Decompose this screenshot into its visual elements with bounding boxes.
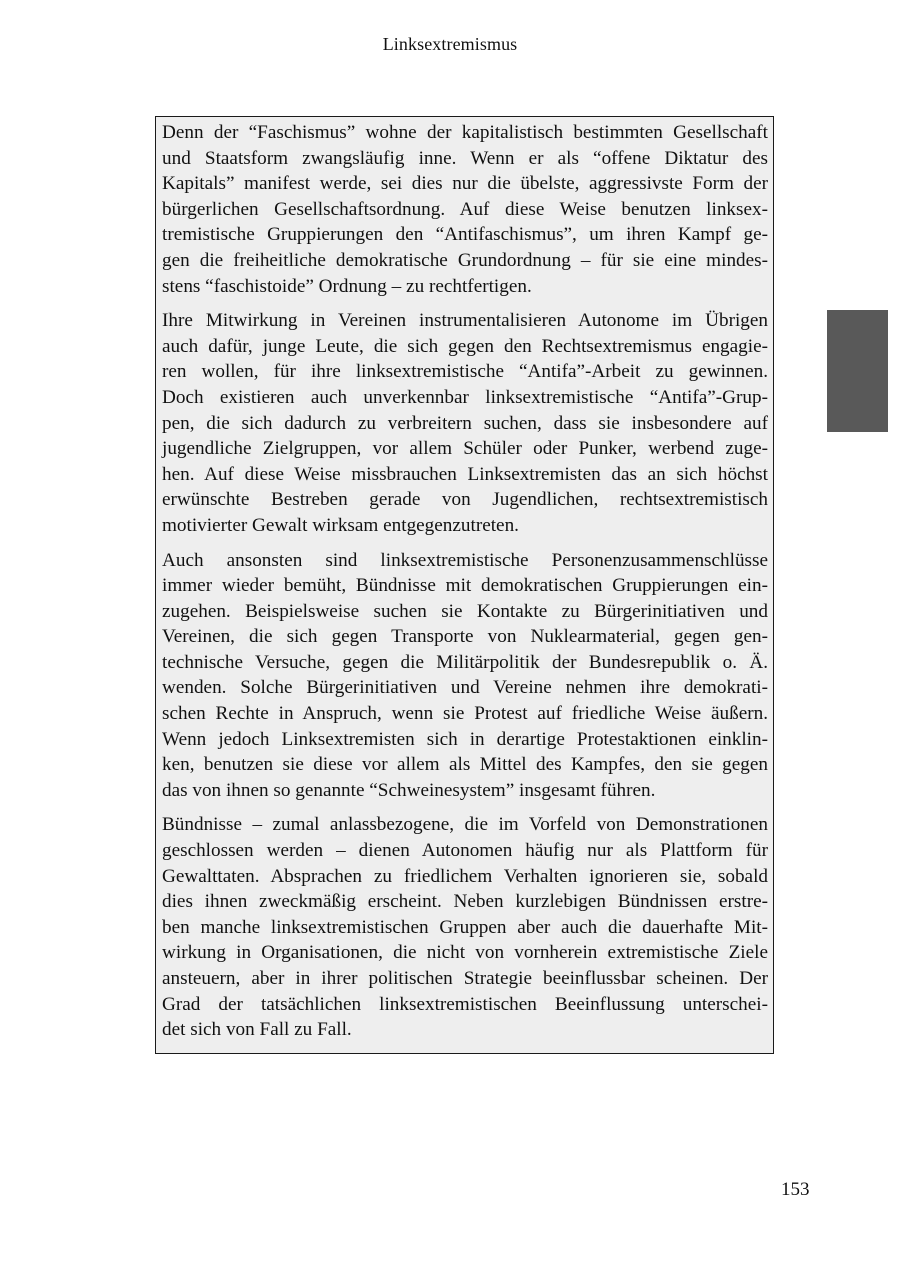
- text-line: zugehen. Beispielsweise suchen sie Kontakte zu Bürgerinitiativen und: [162, 600, 768, 622]
- text-line: Denn der “Faschismus” wohne der kapitalistisch bestimmten Gesellschaft: [162, 122, 768, 143]
- text-line: stens “faschistoide” Ordnung – zu rechtfertigen.: [162, 275, 532, 297]
- text-line: ben manche linksextremistischen Gruppen aber auch die dauerhafte Mit-: [162, 916, 768, 938]
- text-line: jugendliche Zielgruppen, vor allem Schüler oder Punker, werbend zuge-: [162, 438, 768, 460]
- running-head: Linksextremismus: [382, 34, 518, 54]
- text-line: bürgerlichen Gesellschaftsordnung. Auf diese Weise benutzen linksex-: [162, 198, 768, 220]
- text-line: ren wollen, für ihre linksextremistische “Antifa”-Arbeit zu gewinnen.: [162, 361, 768, 383]
- text-line: tremistische Gruppierungen den “Antifaschismus”, um ihren Kampf ge-: [162, 224, 768, 246]
- text-line: das von ihnen so genannte “Schweinesystem” insgesamt führen.: [162, 779, 656, 801]
- text-line: Ihre Mitwirkung in Vereinen instrumentalisieren Autonome im Übrigen: [162, 310, 768, 332]
- text-line: ken, benutzen sie diese vor allem als Mittel des Kampfes, den sie gegen: [162, 754, 768, 776]
- text-line: pen, die sich dadurch zu verbreitern suchen, dass sie insbesondere auf: [162, 412, 768, 434]
- text-line: Doch existieren auch unverkennbar linksextremistische “Antifa”-Grup-: [162, 386, 768, 408]
- paragraph: [162, 120, 768, 299]
- text-line: und Staatsform zwangsläufig inne. Wenn er als “offene Diktatur des: [162, 147, 768, 169]
- text-line: technische Versuche, gegen die Militärpolitik der Bundesrepublik o. Ä.: [162, 651, 768, 673]
- text-line: Wenn jedoch Linksextremisten sich in derartige Protestaktionen einklin-: [162, 728, 768, 750]
- text-line: schen Rechte in Anspruch, wenn sie Protest auf friedliche Weise äußern.: [162, 703, 768, 725]
- text-line: erwünschte Bestreben gerade von Jugendlichen, rechtsextremistisch: [162, 489, 768, 511]
- paragraph: [162, 812, 768, 1042]
- text-line: Grad der tatsächlichen linksextremistischen Beeinflussung unterschei-: [162, 993, 768, 1015]
- text-line: motivierter Gewalt wirksam entgegenzutreten.: [162, 514, 519, 536]
- text-line: immer wieder bemüht, Bündnisse mit demokratischen Gruppierungen ein-: [162, 575, 768, 597]
- text-line: auch dafür, junge Leute, die sich gegen den Rechtsextremismus engagie-: [162, 335, 768, 357]
- text-line: gen die freiheitliche demokratische Grundordnung – für sie eine mindes-: [162, 249, 768, 271]
- text-line: Vereinen, die sich gegen Transporte von Nuklearmaterial, gegen gen-: [162, 626, 768, 648]
- text-line: Kapitals” manifest werde, sei dies nur die übelste, aggressivste Form der: [162, 173, 768, 195]
- chapter-thumb-tab: [827, 310, 888, 432]
- text-line: wirkung in Organisationen, die nicht von vornherein extremistische Ziele: [162, 942, 768, 964]
- info-box: [155, 116, 774, 1054]
- text-line: Bündnisse – zumal anlassbezogene, die im Vorfeld von Demonstrationen: [162, 814, 768, 836]
- text-line: wenden. Solche Bürgerinitiativen und Vereine nehmen ihre demokrati-: [162, 677, 768, 699]
- text-line: ansteuern, aber in ihrer politischen Strategie beeinflussbar scheinen. Der: [162, 968, 768, 989]
- text-line: det sich von Fall zu Fall.: [162, 1019, 352, 1041]
- text-line: Gewalttaten. Absprachen zu friedlichem Verhalten ignorieren sie, sobald: [162, 865, 768, 887]
- text-line: hen. Auf diese Weise missbrauchen Linksextremisten das an sich höchst: [162, 463, 768, 485]
- paragraph: [162, 548, 768, 804]
- paragraph: [162, 308, 768, 538]
- text-line: geschlossen werden – dienen Autonomen häufig nur als Plattform für: [162, 840, 768, 862]
- page-number: 153: [781, 1179, 810, 1200]
- text-line: dies ihnen zweckmäßig erscheint. Neben kurzlebigen Bündnissen erstre-: [162, 891, 768, 913]
- text-line: Auch ansonsten sind linksextremistische Personenzusammenschlüsse: [162, 549, 768, 571]
